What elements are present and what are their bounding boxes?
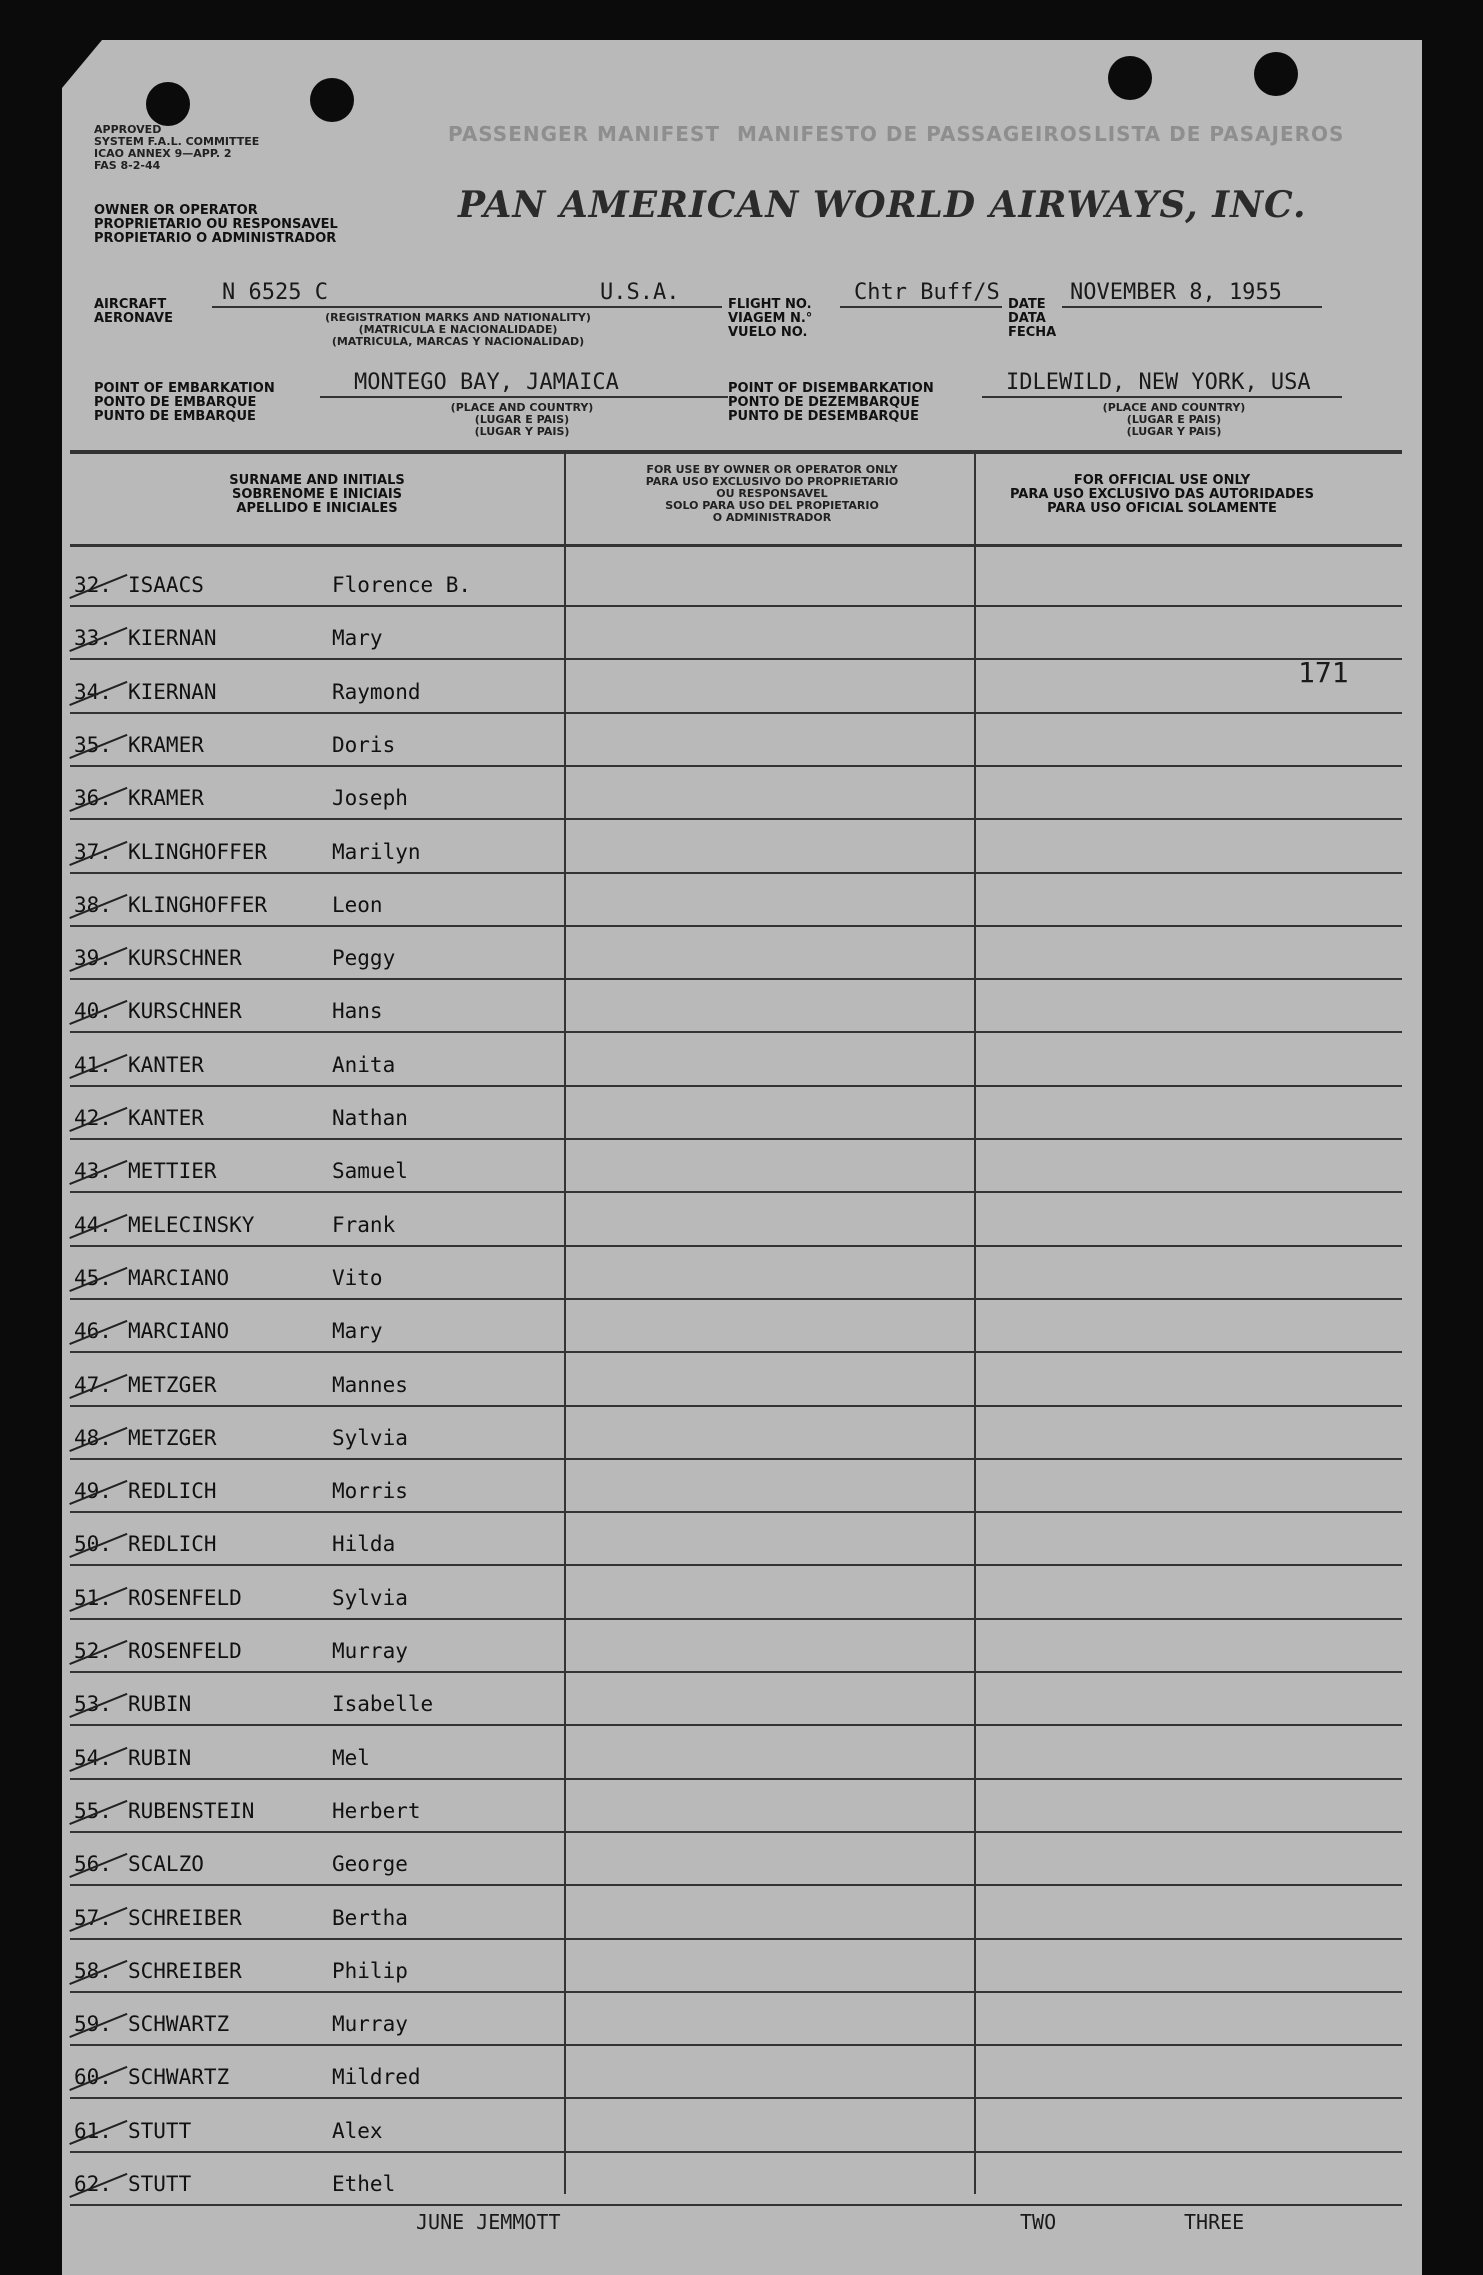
passenger-surname: KRAMER [128,732,204,757]
passenger-given-name: Mel [332,1745,370,1770]
passenger-number: 44. [74,1212,112,1237]
passenger-surname: KURSCHNER [128,999,242,1024]
passenger-row [62,2153,1422,2206]
passenger-number: 41. [74,1052,112,1077]
passenger-number: 58. [74,1958,112,1983]
passenger-given-name: Murray [332,1639,408,1663]
passenger-surname: KLINGHOFFER [128,892,268,917]
disembark-place-label: (PLACE AND COUNTRY) (LUGAR E PAIS) (LUGAR Y PAIS) [1102,401,1246,438]
passenger-given-name: Hilda [332,1532,396,1557]
registration-label: (REGISTRATION MARKS AND NATIONALITY) (MATRICULA E NACIONALIDADE) (MATRICULA, MARCAS Y NACIONALIDAD) [325,311,591,348]
passenger-surname: ISAACS [128,573,204,597]
passenger-row [62,1513,1422,1566]
passenger-surname: METTIER [128,1159,217,1184]
passenger-row [62,1887,1422,1940]
official-mark: 171 [1298,656,1349,689]
passenger-row [62,661,1422,714]
passenger-number: 56. [74,1852,112,1877]
embark-label: POINT OF EMBARKATION PONTO DE EMBARQUE PUNTO DE EMBARQUE [94,381,275,424]
passenger-given-name: Mary [332,626,383,651]
passenger-number: 32. [74,573,112,597]
passenger-row [62,2100,1422,2153]
operator-name: PAN AMERICAN WORLD AIRWAYS, INC. [458,184,1307,226]
disembark-label: POINT OF DISEMBARKATION PONTO DE DEZEMBARQUE PUNTO DE DESEMBARQUE [728,381,934,424]
passenger-row [62,1620,1422,1673]
passenger-given-name: Raymond [332,679,421,704]
passenger-row [62,927,1422,980]
passenger-number: 37. [74,839,112,864]
passenger-number: 36. [74,786,112,811]
passenger-given-name: Mildred [332,2065,421,2090]
title-spanish: LISTA DE PASAJEROS [1094,122,1345,146]
column-header-owner-use: FOR USE BY OWNER OR OPERATOR ONLY PARA USO EXCLUSIVO DO PROPRIETARIO OU RESPONSAVEL SOLO PARA USO DEL PROPIETARIO O ADMINISTRADOR [645,463,899,524]
aircraft-label: AIRCRAFT AERONAVE [94,297,174,326]
passenger-number: 54. [74,1745,112,1770]
passenger-given-name: Doris [332,732,396,757]
passenger-given-name: Ethel [332,2172,396,2196]
passenger-number: 46. [74,1319,112,1344]
passenger-surname: SCHREIBER [128,1958,242,1983]
passenger-surname: RUBIN [128,1745,192,1770]
passenger-given-name: Morris [332,1479,408,1504]
passenger-surname: KANTER [128,1106,204,1130]
passenger-surname: KANTER [128,1052,204,1077]
column-header-official-use: FOR OFFICIAL USE ONLY PARA USO EXCLUSIVO DAS AUTORIDADES PARA USO OFICIAL SOLAMENTE [1009,473,1315,516]
passenger-row [62,1460,1422,1513]
passenger-number: 48. [74,1425,112,1450]
passenger-row [62,1140,1422,1193]
passenger-number: 39. [74,946,112,971]
passenger-number: 40. [74,999,112,1024]
passenger-row [62,1727,1422,1780]
passenger-surname: KIERNAN [128,679,217,704]
passenger-given-name: Murray [332,2012,408,2037]
title-portuguese: MANIFESTO DE PASSAGEIROS [737,122,1094,146]
passenger-number: 50. [74,1532,112,1557]
passenger-number: 42. [74,1106,112,1130]
passenger-given-name: Sylvia [332,1585,408,1610]
passenger-given-name: Alex [332,2118,383,2143]
passenger-row [62,1247,1422,1300]
passenger-number: 51. [74,1585,112,1610]
passenger-given-name: Marilyn [332,839,421,864]
passenger-row [62,1407,1422,1460]
passenger-row [62,980,1422,1033]
passenger-row [62,1567,1422,1620]
passenger-number: 62. [74,2172,112,2196]
approval-block: APPROVED SYSTEM F.A.L. COMMITTEE ICAO ANNEX 9—APP. 2 FAS 8-2-44 [94,123,260,172]
passenger-surname: SCHREIBER [128,1905,242,1930]
passenger-given-name: Peggy [332,946,396,971]
passenger-given-name: Frank [332,1212,396,1237]
passenger-surname: SCHWARTZ [128,2012,230,2037]
passenger-surname: SCALZO [128,1852,204,1877]
passenger-number: 61. [74,2118,112,2143]
passenger-given-name: Anita [332,1052,396,1077]
passenger-surname: MARCIANO [128,1265,230,1290]
passenger-row [62,1993,1422,2046]
passenger-surname: KIERNAN [128,626,217,651]
passenger-row [62,874,1422,927]
registration-value: N 6525 C [222,280,328,305]
passenger-surname: METZGER [128,1372,217,1397]
manifest-sheet [62,40,1422,2275]
passenger-row [62,1833,1422,1886]
passenger-row [62,821,1422,874]
passenger-row [62,2046,1422,2099]
flight-number: Chtr Buff/S [854,280,1000,305]
page-total: THREE [1184,2210,1245,2234]
passenger-given-name: Hans [332,999,383,1024]
passenger-given-name: Florence B. [332,573,472,597]
passenger-number: 59. [74,2012,112,2037]
title-english: PASSENGER MANIFEST [448,122,720,146]
passenger-surname: REDLICH [128,1532,217,1557]
passenger-surname: RUBIN [128,1692,192,1717]
passenger-surname: MARCIANO [128,1319,230,1344]
passenger-row [62,1194,1422,1247]
passenger-number: 60. [74,2065,112,2090]
disembark-place: IDLEWILD, NEW YORK, USA [1006,370,1311,395]
passenger-given-name: Samuel [332,1159,408,1184]
passenger-surname: SCHWARTZ [128,2065,230,2090]
passenger-row [62,1940,1422,1993]
passenger-row [62,1300,1422,1353]
prepared-by-value: JUNE JEMMOTT [416,2210,561,2234]
passenger-number: 35. [74,732,112,757]
passenger-surname: ROSENFELD [128,1639,242,1663]
passenger-given-name: Mannes [332,1372,408,1397]
nationality-value: U.S.A. [600,280,680,305]
passenger-surname: KRAMER [128,786,204,811]
passenger-surname: KURSCHNER [128,946,242,971]
passenger-given-name: George [332,1852,408,1877]
passenger-given-name: Isabelle [332,1692,434,1717]
embark-place: MONTEGO BAY, JAMAICA [354,370,619,395]
passenger-row [62,767,1422,820]
passenger-surname: MELECINSKY [128,1212,255,1237]
passenger-given-name: Mary [332,1319,383,1344]
date-label: DATE DATA FECHA [1008,297,1057,340]
passenger-number: 55. [74,1798,112,1823]
passenger-surname: REDLICH [128,1479,217,1504]
passenger-given-name: Sylvia [332,1425,408,1450]
passenger-row [62,1780,1422,1833]
passenger-surname: RUBENSTEIN [128,1798,255,1823]
passenger-surname: STUTT [128,2118,192,2143]
passenger-row [62,1034,1422,1087]
passenger-number: 53. [74,1692,112,1717]
passenger-number: 57. [74,1905,112,1930]
passenger-list [62,40,1422,2275]
passenger-row [62,714,1422,767]
passenger-surname: KLINGHOFFER [128,839,268,864]
passenger-number: 43. [74,1159,112,1184]
passenger-given-name: Nathan [332,1106,408,1130]
passenger-surname: STUTT [128,2172,192,2196]
passenger-row [62,554,1422,607]
passenger-row [62,607,1422,660]
passenger-given-name: Vito [332,1265,383,1290]
passenger-surname: METZGER [128,1425,217,1450]
page-number: TWO [1020,2210,1057,2234]
passenger-row [62,1087,1422,1140]
passenger-number: 38. [74,892,112,917]
passenger-surname: ROSENFELD [128,1585,242,1610]
passenger-number: 47. [74,1372,112,1397]
passenger-number: 52. [74,1639,112,1663]
passenger-row [62,1673,1422,1726]
passenger-given-name: Joseph [332,786,408,811]
passenger-number: 49. [74,1479,112,1504]
passenger-number: 34. [74,679,112,704]
owner-label: OWNER OR OPERATOR PROPRIETARIO OU RESPONSAVEL PROPIETARIO O ADMINISTRADOR [94,203,338,246]
flight-date: NOVEMBER 8, 1955 [1070,280,1282,305]
passenger-given-name: Bertha [332,1905,408,1930]
embark-place-label: (PLACE AND COUNTRY) (LUGAR E PAIS) (LUGAR Y PAIS) [450,401,594,438]
flight-label: FLIGHT NO. VIAGEM N.° VUELO NO. [728,297,813,340]
passenger-given-name: Herbert [332,1798,421,1823]
passenger-number: 45. [74,1265,112,1290]
passenger-number: 33. [74,626,112,651]
column-header-surname: SURNAME AND INITIALS SOBRENOME E INICIAIS APELLIDO E INICIALES [229,473,405,516]
passenger-given-name: Leon [332,892,383,917]
passenger-row [62,1354,1422,1407]
passenger-given-name: Philip [332,1958,408,1983]
